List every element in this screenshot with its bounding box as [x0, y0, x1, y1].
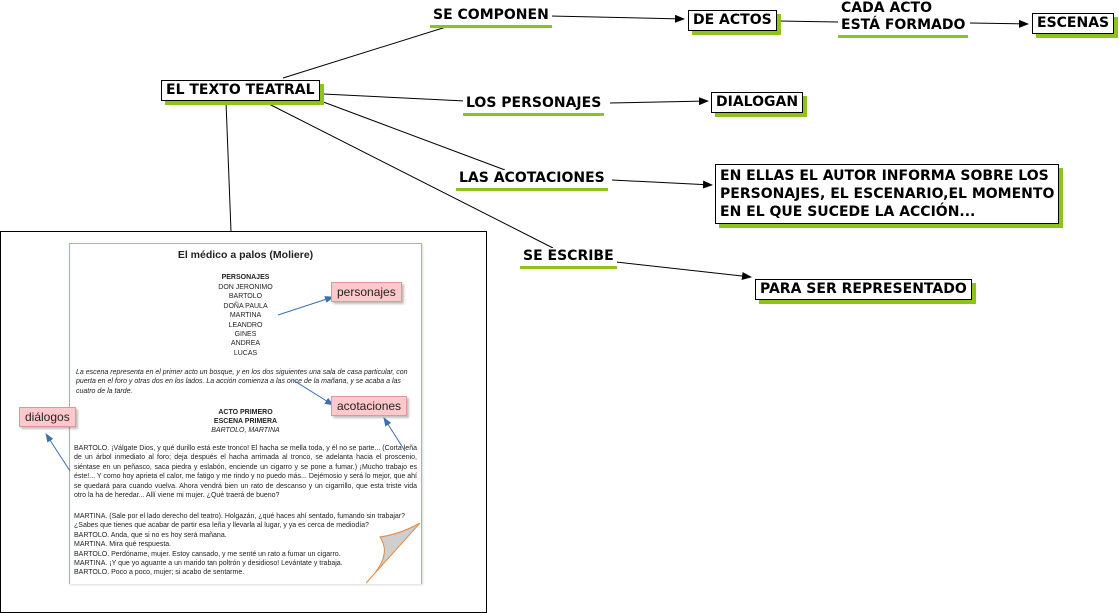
node-se-componen: SE COMPONEN — [430, 7, 552, 28]
dialogue-line: MARTINA. Mira qué respuesta. — [74, 541, 172, 549]
node-el-texto-teatral: EL TEXTO TEATRAL — [161, 80, 320, 101]
node-de-actos: DE ACTOS — [688, 10, 777, 31]
node-dialogan: DIALOGAN — [711, 92, 803, 113]
node-los-personajes: LOS PERSONAJES — [463, 95, 604, 116]
act-heading: ACTO PRIMERO — [218, 409, 273, 416]
character-name: DON JERONIMO — [218, 284, 273, 291]
dialogue-line: BARTOLO. Anda, que si no es hoy será mañana. — [74, 531, 227, 539]
callout-acotaciones: acotaciones — [331, 396, 407, 416]
node-cada-acto: CADA ACTO ESTÁ FORMADO — [838, 0, 968, 38]
dialogue-bartolo: BARTOLO. ¡Válgate Dios, y qué durillo está este tronco! El hacha se mella toda, y él no se parte... (Corta leña de un árbol inmediato al foro; deja después el hacha arrimada al tronco, se adelanta hacia el proscenio, siéntase en un peñasco, saca piedra y eslabón, enciende un cigarro y se pone a fumar.) ¡Mucho trabajo es éste!... Y como hoy aprieta el calor, me fatigo y me rindo y no puedo más... Dejémosio y será lo mejor, que ahí se quedará para cuando vuelva. Ahora vendrá bien un rato de descanso y un cigarrillo, que esta triste vida otro la ha de heredar... Allí viene mi mujer. ¿Qué traerá de bueno? — [74, 445, 417, 500]
character-name: GINES — [234, 331, 257, 339]
node-para-ser-representado: PARA SER REPRESENTADO — [755, 279, 972, 300]
scene-heading: ESCENA PRIMERA — [213, 418, 278, 425]
callout-personajes: personajes — [331, 282, 402, 302]
node-informa: EN ELLAS EL AUTOR INFORMA SOBRE LOS PERSONAJES, EL ESCENARIO,EL MOMENTO EN EL QUE SUCEDE LA ACCIÓN... — [715, 164, 1059, 224]
dialogue-line: BARTOLO. Perdóname, mujer. Estoy cansado, y me senté un rato a fumar un cigarro. — [74, 550, 341, 558]
dialogue-line: BARTOLO. Poco a poco, mujer; si acabo de sentarme. — [74, 569, 245, 577]
dialogue-line: ¿Sabes que tienes que acabar de partir esa leña y llevarla al lugar, y ya es cerca de mediodía? — [74, 522, 369, 530]
callout-dialogos: diálogos — [19, 407, 76, 427]
play-title: El médico a palos (Moliere) — [177, 249, 314, 261]
scene-characters: BARTOLO, MARTINA — [211, 427, 280, 434]
character-name: MARTINA — [229, 312, 262, 320]
node-las-acotaciones: LAS ACOTACIONES — [456, 170, 608, 191]
node-escenas: ESCENAS — [1032, 13, 1114, 34]
character-name: LUCAS — [233, 349, 258, 357]
dialogue-line: MARTINA. (Sale por el lado derecho del teatro). Holgazán, ¿qué haces ahí sentado, fumando sin trabajar? — [74, 513, 406, 520]
character-name: LEANDRO — [228, 321, 263, 329]
character-name: ANDREA — [230, 340, 261, 348]
node-se-escribe: SE ESCRIBE — [520, 248, 617, 269]
character-name: BARTOLO — [228, 293, 263, 301]
dialogue-line: MARTINA. ¡Y que yo aguante a un marido tan poltrón y desidioso! Levántate y trabaja. — [74, 560, 343, 568]
personajes-heading: PERSONAJES — [221, 274, 270, 281]
character-name: DOÑA PAULA — [223, 302, 268, 310]
stage-direction: La escena representa en el primer acto un bosque, y en los dos siguientes una sala de casa particular, con puerta en el foro y otras dos en los lados. La acción comienza a las once de la mañana, y se acaba a las cuatro de la tarde. — [76, 369, 408, 395]
